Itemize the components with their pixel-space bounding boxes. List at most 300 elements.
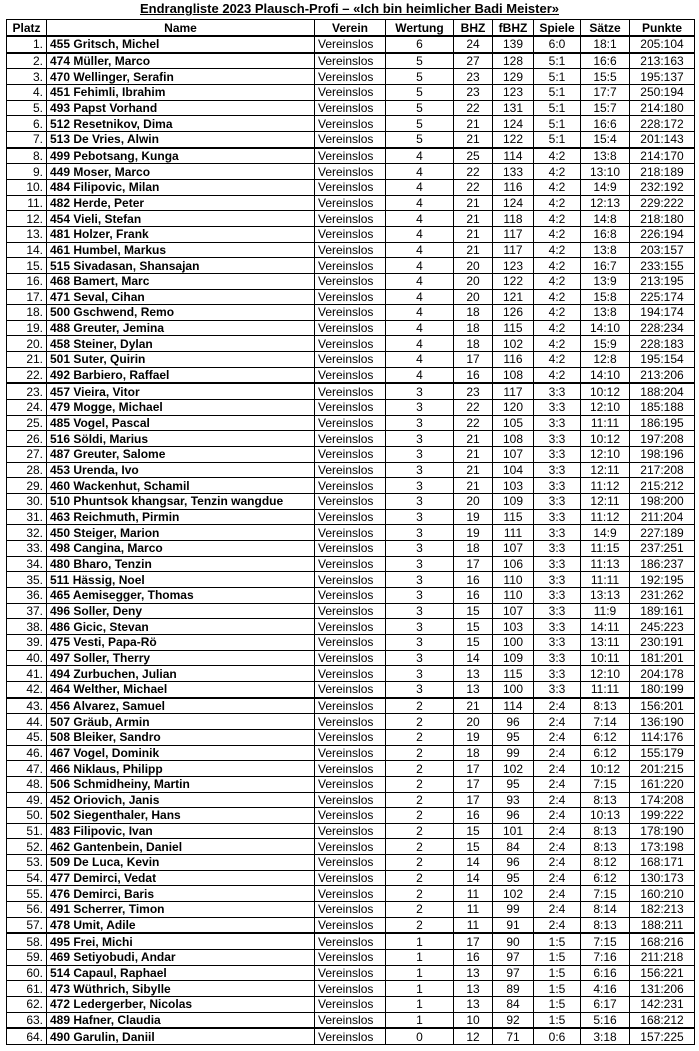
fbhz-cell: 99 [493, 902, 534, 918]
fbhz-cell: 110 [493, 572, 534, 588]
name-cell: 476 Demirci, Baris [47, 886, 315, 902]
table-row [7, 776, 695, 792]
spiele-cell: 3:3 [534, 603, 581, 619]
spiele-cell: 2:4 [534, 886, 581, 902]
fbhz-cell: 91 [493, 917, 534, 933]
bhz-cell: 14 [454, 870, 493, 886]
punkte-cell: 168:216 [630, 933, 695, 949]
name-cell: 471 Seval, Cihan [47, 289, 315, 305]
saetze-cell: 10:12 [581, 761, 630, 777]
bhz-cell: 22 [454, 164, 493, 180]
wertung-cell: 2 [386, 870, 454, 886]
bhz-cell: 18 [454, 320, 493, 336]
saetze-cell: 11:11 [581, 681, 630, 697]
platz-cell: 56. [7, 902, 47, 918]
bhz-cell: 15 [454, 839, 493, 855]
verein-cell: Vereinslos [315, 320, 386, 336]
table-row [7, 53, 695, 69]
bhz-cell: 20 [454, 289, 493, 305]
punkte-cell: 232:192 [630, 179, 695, 195]
saetze-cell: 13:13 [581, 587, 630, 603]
name-cell: 482 Herde, Peter [47, 195, 315, 211]
platz-cell: 16. [7, 273, 47, 289]
bhz-cell: 23 [454, 69, 493, 85]
name-cell: 477 Demirci, Vedat [47, 870, 315, 886]
saetze-cell: 13:10 [581, 164, 630, 180]
fbhz-cell: 103 [493, 619, 534, 635]
fbhz-cell: 90 [493, 933, 534, 949]
name-cell: 513 De Vries, Alwin [47, 131, 315, 147]
fbhz-cell: 139 [493, 36, 534, 53]
table-row [7, 666, 695, 682]
platz-cell: 30. [7, 494, 47, 510]
spiele-cell: 1:5 [534, 965, 581, 981]
table-row [7, 933, 695, 949]
fbhz-cell: 108 [493, 431, 534, 447]
punkte-cell: 168:171 [630, 855, 695, 871]
platz-cell: 47. [7, 761, 47, 777]
platz-cell: 64. [7, 1028, 47, 1044]
platz-cell: 49. [7, 792, 47, 808]
spiele-cell: 2:4 [534, 902, 581, 918]
platz-cell: 60. [7, 965, 47, 981]
name-cell: 515 Sivadasan, Shansajan [47, 258, 315, 274]
fbhz-cell: 102 [493, 336, 534, 352]
platz-cell: 20. [7, 336, 47, 352]
wertung-cell: 2 [386, 776, 454, 792]
saetze-cell: 11:11 [581, 415, 630, 431]
name-cell: 457 Vieira, Vitor [47, 383, 315, 399]
fbhz-cell: 117 [493, 383, 534, 399]
saetze-cell: 10:12 [581, 431, 630, 447]
platz-cell: 40. [7, 650, 47, 666]
name-cell: 483 Filipovic, Ivan [47, 823, 315, 839]
saetze-cell: 8:12 [581, 855, 630, 871]
saetze-cell: 8:13 [581, 698, 630, 714]
wertung-cell: 2 [386, 808, 454, 824]
name-cell: 469 Setiyobudi, Andar [47, 950, 315, 966]
punkte-cell: 130:173 [630, 870, 695, 886]
platz-cell: 29. [7, 478, 47, 494]
saetze-cell: 6:12 [581, 729, 630, 745]
punkte-cell: 161:220 [630, 776, 695, 792]
bhz-cell: 17 [454, 792, 493, 808]
punkte-cell: 131:206 [630, 981, 695, 997]
fbhz-cell: 129 [493, 69, 534, 85]
punkte-cell: 195:154 [630, 352, 695, 368]
saetze-cell: 12:8 [581, 352, 630, 368]
fbhz-cell: 109 [493, 650, 534, 666]
saetze-cell: 14:9 [581, 179, 630, 195]
bhz-cell: 21 [454, 447, 493, 463]
name-cell: 479 Mogge, Michael [47, 400, 315, 416]
table-row [7, 870, 695, 886]
bhz-cell: 18 [454, 745, 493, 761]
spiele-cell: 3:3 [534, 556, 581, 572]
fbhz-cell: 89 [493, 981, 534, 997]
fbhz-cell: 124 [493, 116, 534, 132]
spiele-cell: 4:2 [534, 320, 581, 336]
platz-cell: 38. [7, 619, 47, 635]
table-row [7, 556, 695, 572]
table-row [7, 383, 695, 399]
saetze-cell: 8:13 [581, 823, 630, 839]
verein-cell: Vereinslos [315, 242, 386, 258]
saetze-cell: 12:10 [581, 447, 630, 463]
table-row [7, 320, 695, 336]
name-cell: 478 Umit, Adile [47, 917, 315, 933]
fbhz-cell: 116 [493, 179, 534, 195]
table-row [7, 352, 695, 368]
wertung-cell: 4 [386, 352, 454, 368]
name-cell: 451 Fehimli, Ibrahim [47, 84, 315, 100]
wertung-cell: 3 [386, 603, 454, 619]
verein-cell: Vereinslos [315, 870, 386, 886]
fbhz-cell: 121 [493, 289, 534, 305]
spiele-cell: 3:3 [534, 415, 581, 431]
verein-cell: Vereinslos [315, 148, 386, 164]
saetze-cell: 14:11 [581, 619, 630, 635]
bhz-cell: 16 [454, 367, 493, 383]
wertung-cell: 4 [386, 179, 454, 195]
wertung-cell: 0 [386, 1028, 454, 1044]
platz-cell: 36. [7, 587, 47, 603]
saetze-cell: 13:8 [581, 148, 630, 164]
platz-cell: 63. [7, 1012, 47, 1028]
name-cell: 516 Söldi, Marius [47, 431, 315, 447]
fbhz-cell: 106 [493, 556, 534, 572]
spiele-cell: 3:3 [534, 478, 581, 494]
name-cell: 496 Soller, Deny [47, 603, 315, 619]
name-cell: 498 Cangina, Marco [47, 541, 315, 557]
bhz-cell: 13 [454, 965, 493, 981]
punkte-cell: 250:194 [630, 84, 695, 100]
saetze-cell: 15:5 [581, 69, 630, 85]
fbhz-cell: 118 [493, 211, 534, 227]
name-cell: 450 Steiger, Marion [47, 525, 315, 541]
name-cell: 485 Vogel, Pascal [47, 415, 315, 431]
verein-cell: Vereinslos [315, 556, 386, 572]
spiele-cell: 2:4 [534, 917, 581, 933]
verein-cell: Vereinslos [315, 462, 386, 478]
spiele-cell: 2:4 [534, 729, 581, 745]
wertung-cell: 2 [386, 698, 454, 714]
wertung-cell: 4 [386, 226, 454, 242]
punkte-cell: 218:180 [630, 211, 695, 227]
fbhz-cell: 108 [493, 367, 534, 383]
name-cell: 507 Gräub, Armin [47, 714, 315, 730]
bhz-cell: 23 [454, 84, 493, 100]
platz-cell: 42. [7, 681, 47, 697]
saetze-cell: 11:12 [581, 478, 630, 494]
name-cell: 456 Alvarez, Samuel [47, 698, 315, 714]
wertung-cell: 4 [386, 289, 454, 305]
table-row [7, 572, 695, 588]
column-header-platz: Platz [7, 20, 47, 37]
fbhz-cell: 93 [493, 792, 534, 808]
table-row [7, 273, 695, 289]
table-row [7, 415, 695, 431]
verein-cell: Vereinslos [315, 634, 386, 650]
platz-cell: 17. [7, 289, 47, 305]
verein-cell: Vereinslos [315, 917, 386, 933]
column-header-name: Name [47, 20, 315, 37]
table-body [7, 36, 695, 1045]
wertung-cell: 2 [386, 714, 454, 730]
spiele-cell: 4:2 [534, 195, 581, 211]
verein-cell: Vereinslos [315, 273, 386, 289]
platz-cell: 44. [7, 714, 47, 730]
wertung-cell: 3 [386, 556, 454, 572]
saetze-cell: 17:7 [581, 84, 630, 100]
fbhz-cell: 84 [493, 997, 534, 1013]
fbhz-cell: 95 [493, 870, 534, 886]
platz-cell: 7. [7, 131, 47, 147]
punkte-cell: 194:174 [630, 305, 695, 321]
verein-cell: Vereinslos [315, 53, 386, 69]
spiele-cell: 2:4 [534, 714, 581, 730]
saetze-cell: 15:7 [581, 100, 630, 116]
name-cell: 490 Garulin, Daniil [47, 1028, 315, 1044]
saetze-cell: 15:9 [581, 336, 630, 352]
bhz-cell: 16 [454, 587, 493, 603]
verein-cell: Vereinslos [315, 116, 386, 132]
punkte-cell: 204:178 [630, 666, 695, 682]
platz-cell: 61. [7, 981, 47, 997]
name-cell: 506 Schmidheiny, Martin [47, 776, 315, 792]
spiele-cell: 3:3 [534, 431, 581, 447]
verein-cell: Vereinslos [315, 36, 386, 53]
spiele-cell: 1:5 [534, 950, 581, 966]
wertung-cell: 5 [386, 84, 454, 100]
verein-cell: Vereinslos [315, 509, 386, 525]
platz-cell: 53. [7, 855, 47, 871]
wertung-cell: 1 [386, 981, 454, 997]
bhz-cell: 18 [454, 305, 493, 321]
wertung-cell: 3 [386, 415, 454, 431]
table-row [7, 100, 695, 116]
punkte-cell: 217:208 [630, 462, 695, 478]
name-cell: 511 Hässig, Noel [47, 572, 315, 588]
platz-cell: 58. [7, 933, 47, 949]
saetze-cell: 14:10 [581, 320, 630, 336]
verein-cell: Vereinslos [315, 100, 386, 116]
bhz-cell: 25 [454, 148, 493, 164]
name-cell: 463 Reichmuth, Pirmin [47, 509, 315, 525]
punkte-cell: 229:222 [630, 195, 695, 211]
name-cell: 465 Aemisegger, Thomas [47, 587, 315, 603]
table-row [7, 179, 695, 195]
page-title: Endrangliste 2023 Plausch-Profi – «Ich bin heimlicher Badi Meister» [139, 1, 560, 16]
platz-cell: 51. [7, 823, 47, 839]
fbhz-cell: 126 [493, 305, 534, 321]
spiele-cell: 4:2 [534, 211, 581, 227]
wertung-cell: 3 [386, 634, 454, 650]
fbhz-cell: 128 [493, 53, 534, 69]
table-row [7, 462, 695, 478]
spiele-cell: 4:2 [534, 289, 581, 305]
wertung-cell: 5 [386, 116, 454, 132]
saetze-cell: 7:16 [581, 950, 630, 966]
spiele-cell: 4:2 [534, 336, 581, 352]
name-cell: 509 De Luca, Kevin [47, 855, 315, 871]
verein-cell: Vereinslos [315, 211, 386, 227]
name-cell: 475 Vesti, Papa-Rö [47, 634, 315, 650]
name-cell: 466 Niklaus, Philipp [47, 761, 315, 777]
spiele-cell: 3:3 [534, 572, 581, 588]
wertung-cell: 5 [386, 100, 454, 116]
spiele-cell: 2:4 [534, 823, 581, 839]
platz-cell: 13. [7, 226, 47, 242]
wertung-cell: 3 [386, 619, 454, 635]
platz-cell: 18. [7, 305, 47, 321]
bhz-cell: 19 [454, 729, 493, 745]
bhz-cell: 18 [454, 541, 493, 557]
verein-cell: Vereinslos [315, 681, 386, 697]
punkte-cell: 155:179 [630, 745, 695, 761]
spiele-cell: 2:4 [534, 792, 581, 808]
saetze-cell: 11:9 [581, 603, 630, 619]
spiele-cell: 2:4 [534, 761, 581, 777]
verein-cell: Vereinslos [315, 808, 386, 824]
table-row [7, 164, 695, 180]
punkte-cell: 201:143 [630, 131, 695, 147]
name-cell: 500 Gschwend, Remo [47, 305, 315, 321]
punkte-cell: 245:223 [630, 619, 695, 635]
punkte-cell: 214:170 [630, 148, 695, 164]
platz-cell: 24. [7, 400, 47, 416]
punkte-cell: 188:211 [630, 917, 695, 933]
fbhz-cell: 104 [493, 462, 534, 478]
punkte-cell: 205:104 [630, 36, 695, 53]
platz-cell: 10. [7, 179, 47, 195]
bhz-cell: 21 [454, 211, 493, 227]
verein-cell: Vereinslos [315, 761, 386, 777]
table-row [7, 494, 695, 510]
fbhz-cell: 101 [493, 823, 534, 839]
table-row [7, 84, 695, 100]
punkte-cell: 185:188 [630, 400, 695, 416]
saetze-cell: 8:13 [581, 839, 630, 855]
punkte-cell: 195:137 [630, 69, 695, 85]
wertung-cell: 4 [386, 195, 454, 211]
table-row [7, 587, 695, 603]
table-row [7, 619, 695, 635]
fbhz-cell: 95 [493, 776, 534, 792]
saetze-cell: 7:15 [581, 933, 630, 949]
verein-cell: Vereinslos [315, 494, 386, 510]
verein-cell: Vereinslos [315, 431, 386, 447]
spiele-cell: 2:4 [534, 839, 581, 855]
table-row [7, 855, 695, 871]
verein-cell: Vereinslos [315, 400, 386, 416]
verein-cell: Vereinslos [315, 164, 386, 180]
platz-cell: 19. [7, 320, 47, 336]
platz-cell: 3. [7, 69, 47, 85]
verein-cell: Vereinslos [315, 997, 386, 1013]
saetze-cell: 14:9 [581, 525, 630, 541]
spiele-cell: 4:2 [534, 242, 581, 258]
platz-cell: 2. [7, 53, 47, 69]
table-row [7, 148, 695, 164]
wertung-cell: 2 [386, 902, 454, 918]
punkte-cell: 228:183 [630, 336, 695, 352]
punkte-cell: 211:204 [630, 509, 695, 525]
bhz-cell: 21 [454, 478, 493, 494]
saetze-cell: 8:14 [581, 902, 630, 918]
bhz-cell: 17 [454, 352, 493, 368]
fbhz-cell: 122 [493, 131, 534, 147]
saetze-cell: 7:15 [581, 776, 630, 792]
spiele-cell: 4:2 [534, 367, 581, 383]
saetze-cell: 16:6 [581, 53, 630, 69]
name-cell: 474 Müller, Marco [47, 53, 315, 69]
verein-cell: Vereinslos [315, 933, 386, 949]
saetze-cell: 8:13 [581, 917, 630, 933]
punkte-cell: 178:190 [630, 823, 695, 839]
bhz-cell: 21 [454, 431, 493, 447]
bhz-cell: 15 [454, 603, 493, 619]
spiele-cell: 3:3 [534, 650, 581, 666]
spiele-cell: 3:3 [534, 494, 581, 510]
saetze-cell: 11:13 [581, 556, 630, 572]
verein-cell: Vereinslos [315, 84, 386, 100]
table-row [7, 258, 695, 274]
saetze-cell: 13:11 [581, 634, 630, 650]
fbhz-cell: 122 [493, 273, 534, 289]
fbhz-cell: 96 [493, 855, 534, 871]
name-cell: 486 Gicic, Stevan [47, 619, 315, 635]
saetze-cell: 12:11 [581, 494, 630, 510]
wertung-cell: 2 [386, 917, 454, 933]
spiele-cell: 3:3 [534, 447, 581, 463]
table-row [7, 650, 695, 666]
bhz-cell: 15 [454, 634, 493, 650]
table-row [7, 698, 695, 714]
bhz-cell: 11 [454, 902, 493, 918]
bhz-cell: 20 [454, 273, 493, 289]
table-row [7, 1012, 695, 1028]
spiele-cell: 2:4 [534, 855, 581, 871]
platz-cell: 23. [7, 383, 47, 399]
fbhz-cell: 115 [493, 666, 534, 682]
bhz-cell: 16 [454, 808, 493, 824]
verein-cell: Vereinslos [315, 336, 386, 352]
verein-cell: Vereinslos [315, 69, 386, 85]
saetze-cell: 16:6 [581, 116, 630, 132]
spiele-cell: 3:3 [534, 525, 581, 541]
verein-cell: Vereinslos [315, 886, 386, 902]
wertung-cell: 4 [386, 211, 454, 227]
spiele-cell: 4:2 [534, 273, 581, 289]
saetze-cell: 16:7 [581, 258, 630, 274]
wertung-cell: 2 [386, 729, 454, 745]
punkte-cell: 215:212 [630, 478, 695, 494]
punkte-cell: 157:225 [630, 1028, 695, 1044]
bhz-cell: 22 [454, 179, 493, 195]
fbhz-cell: 96 [493, 714, 534, 730]
spiele-cell: 3:3 [534, 383, 581, 399]
punkte-cell: 181:201 [630, 650, 695, 666]
bhz-cell: 14 [454, 855, 493, 871]
saetze-cell: 6:12 [581, 870, 630, 886]
platz-cell: 1. [7, 36, 47, 53]
fbhz-cell: 97 [493, 950, 534, 966]
table-row [7, 808, 695, 824]
table-row [7, 305, 695, 321]
verein-cell: Vereinslos [315, 965, 386, 981]
wertung-cell: 3 [386, 650, 454, 666]
